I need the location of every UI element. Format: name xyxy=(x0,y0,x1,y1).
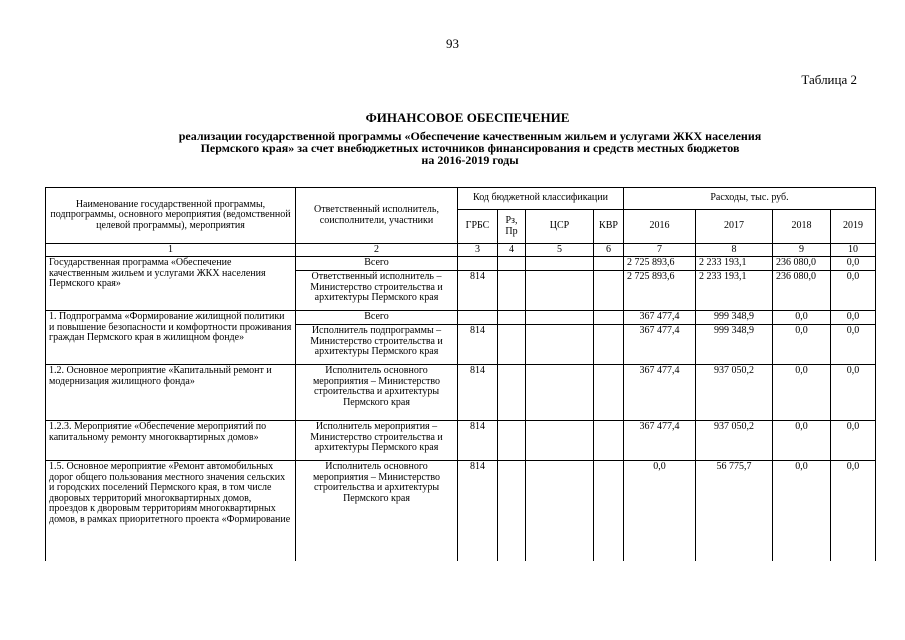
document-subtitle xyxy=(100,130,840,166)
document-title: ФИНАНСОВОЕ ОБЕСПЕЧЕНИЕ xyxy=(365,110,570,125)
row-grbs: 814 xyxy=(458,461,498,561)
row-rz-pr xyxy=(498,365,526,421)
row-2016: 2 725 893,6 xyxy=(624,271,696,311)
header-rz: Рз, xyxy=(505,215,518,226)
row-name: 1. Подпрограмма «Формирование жилищной политики и повышение безопасности и комфортности проживания граждан Пермского края в жилищном фонде» xyxy=(46,311,296,365)
col-number: 6 xyxy=(594,244,624,257)
row-executor: Всего xyxy=(296,257,458,271)
row-csr xyxy=(526,421,594,461)
subtitle-line: реализации государственной программы «Обеспечение качественным жильем и услугами ЖКХ населения xyxy=(178,129,762,143)
header-2017: 2017 xyxy=(696,210,773,244)
header-pr: Пр xyxy=(505,225,518,237)
header-expenses: Расходы, тыс. руб. xyxy=(624,188,876,210)
row-grbs xyxy=(458,311,498,325)
page-number: 93 xyxy=(446,36,459,51)
col-number: 5 xyxy=(526,244,594,257)
col-number: 2 xyxy=(296,244,458,257)
row-2017: 999 348,9 xyxy=(696,311,773,325)
header-2019: 2019 xyxy=(831,210,876,244)
row-2016: 367 477,4 xyxy=(624,325,696,365)
row-kvr xyxy=(594,421,624,461)
row-name: 1.2.3. Мероприятие «Обеспечение мероприятий по капитальному ремонту многоквартирных домов» xyxy=(46,421,296,461)
col-number: 1 xyxy=(46,244,296,257)
row-csr xyxy=(526,257,594,271)
row-2017: 999 348,9 xyxy=(696,325,773,365)
header-grbs: ГРБС xyxy=(458,210,498,244)
table-label: Таблица 2 xyxy=(801,72,857,87)
row-2018: 236 080,0 xyxy=(773,257,831,271)
row-2016: 0,0 xyxy=(624,461,696,561)
header-2016: 2016 xyxy=(624,210,696,244)
row-kvr xyxy=(594,311,624,325)
row-2018: 0,0 xyxy=(773,365,831,421)
row-rz-pr xyxy=(498,325,526,365)
header-rz-pr xyxy=(498,210,526,244)
row-name: 1.5. Основное мероприятие «Ремонт автомобильных дорог общего пользования местного значения сельских и городских поселений Пермского края, в том числе дворовых территорий многоквартирных домов, проездов к дворовым территориям многоквартирных домов, в рамках приоритетного проекта «Формирование xyxy=(46,461,296,561)
header-csr: ЦСР xyxy=(526,210,594,244)
row-2019: 0,0 xyxy=(831,271,876,311)
col-number: 9 xyxy=(773,244,831,257)
row-2017: 937 050,2 xyxy=(696,365,773,421)
row-2017: 937 050,2 xyxy=(696,421,773,461)
row-rz-pr xyxy=(498,257,526,271)
row-2018: 0,0 xyxy=(773,461,831,561)
col-number: 7 xyxy=(624,244,696,257)
row-csr xyxy=(526,461,594,561)
row-kvr xyxy=(594,271,624,311)
row-2018: 0,0 xyxy=(773,311,831,325)
header-kvr: КВР xyxy=(594,210,624,244)
row-grbs xyxy=(458,257,498,271)
row-name: 1.2. Основное мероприятие «Капитальный ремонт и модернизация жилищного фонда» xyxy=(46,365,296,421)
row-executor: Всего xyxy=(296,311,458,325)
row-2017: 2 233 193,1 xyxy=(696,271,773,311)
row-grbs: 814 xyxy=(458,365,498,421)
row-2019: 0,0 xyxy=(831,325,876,365)
row-2017: 56 775,7 xyxy=(696,461,773,561)
row-2016: 367 477,4 xyxy=(624,421,696,461)
row-2018: 0,0 xyxy=(773,421,831,461)
header-budget-code: Код бюджетной классификации xyxy=(458,188,624,210)
row-grbs: 814 xyxy=(458,271,498,311)
row-csr xyxy=(526,311,594,325)
row-kvr xyxy=(594,257,624,271)
row-2018: 0,0 xyxy=(773,325,831,365)
row-grbs: 814 xyxy=(458,325,498,365)
subtitle-line: на 2016-2019 годы xyxy=(421,153,519,167)
row-kvr xyxy=(594,325,624,365)
row-2016: 2 725 893,6 xyxy=(624,257,696,271)
row-2019: 0,0 xyxy=(831,421,876,461)
row-2019: 0,0 xyxy=(831,365,876,421)
row-2019: 0,0 xyxy=(831,311,876,325)
row-2019: 0,0 xyxy=(831,461,876,561)
row-csr xyxy=(526,365,594,421)
finance-table xyxy=(45,187,876,561)
row-rz-pr xyxy=(498,271,526,311)
row-kvr xyxy=(594,461,624,561)
row-rz-pr xyxy=(498,461,526,561)
col-number: 8 xyxy=(696,244,773,257)
row-rz-pr xyxy=(498,311,526,325)
subtitle-line: Пермского края» за счет внебюджетных источников финансирования и средств местных бюджетов xyxy=(200,141,740,155)
row-kvr xyxy=(594,365,624,421)
header-name: Наименование государственной программы, подпрограммы, основного мероприятия (ведомственной целевой программы), мероприятия xyxy=(46,188,296,244)
row-2019: 0,0 xyxy=(831,257,876,271)
col-number: 3 xyxy=(458,244,498,257)
row-csr xyxy=(526,271,594,311)
row-name: Государственная программа «Обеспечение качественным жильем и услугами ЖКХ населения Пермского края» xyxy=(46,257,296,311)
row-2017: 2 233 193,1 xyxy=(696,257,773,271)
col-number: 10 xyxy=(831,244,876,257)
row-2018: 236 080,0 xyxy=(773,271,831,311)
row-2016: 367 477,4 xyxy=(624,365,696,421)
row-rz-pr xyxy=(498,421,526,461)
row-2016: 367 477,4 xyxy=(624,311,696,325)
row-executor: Ответственный исполнитель – Министерство строительства и архитектуры Пермского края xyxy=(296,271,458,311)
row-executor: Исполнитель основного мероприятия – Министерство строительства и архитектуры Пермского края xyxy=(296,365,458,421)
row-executor: Исполнитель подпрограммы – Министерство строительства и архитектуры Пермского края xyxy=(296,325,458,365)
row-executor: Исполнитель основного мероприятия – Министерство строительства и архитектуры Пермского края xyxy=(296,461,458,561)
row-grbs: 814 xyxy=(458,421,498,461)
header-2018: 2018 xyxy=(773,210,831,244)
col-number: 4 xyxy=(498,244,526,257)
row-csr xyxy=(526,325,594,365)
row-executor: Исполнитель мероприятия – Министерство строительства и архитектуры Пермского края xyxy=(296,421,458,461)
header-executor: Ответственный исполнитель, соисполнители, участники xyxy=(296,188,458,244)
